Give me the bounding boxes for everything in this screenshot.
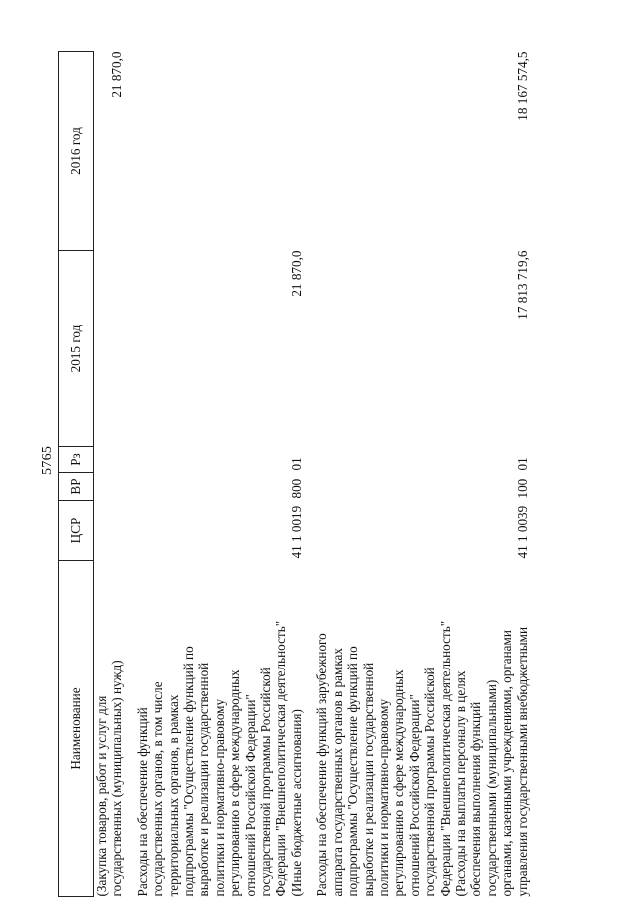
row-2015: 17 813 719,6 bbox=[514, 250, 530, 320]
name-line: Федерации "Внешнеполитическая деятельность" bbox=[273, 620, 289, 897]
name-line: Федерации "Внешнеполитическая деятельность" bbox=[437, 620, 453, 897]
name-line: отношений Российской Федерации" bbox=[242, 694, 258, 897]
name-line: отношений Российской Федерации" bbox=[406, 694, 422, 897]
name-line: (Расходы на выплаты персоналу в целях bbox=[452, 670, 468, 897]
name-line: государственной программы Российской bbox=[422, 667, 438, 897]
row-csr: 41 1 0019 bbox=[288, 505, 304, 559]
name-line: управления государственными внебюджетными bbox=[514, 626, 530, 897]
name-line: (Закупка товаров, работ и услуг для bbox=[94, 695, 109, 897]
name-line: (Иные бюджетные ассигнования) bbox=[288, 709, 304, 897]
name-line: подпрограммы "Осуществление функций по bbox=[345, 646, 361, 897]
row-name bbox=[94, 561, 129, 897]
header-name: Наименование bbox=[59, 561, 94, 897]
header-2016: 2016 год bbox=[59, 52, 94, 251]
header-csr: ЦСР bbox=[59, 501, 94, 561]
row-2015: 21 870,0 bbox=[288, 250, 304, 297]
row-name bbox=[129, 561, 308, 897]
row-2016: 21 870,0 bbox=[109, 51, 125, 98]
name-line: государственными (муниципальными) bbox=[483, 679, 499, 897]
name-line: территориальных органов, в рамках bbox=[165, 694, 181, 897]
table-body bbox=[94, 52, 534, 897]
name-line: Расходы на обеспечение функций bbox=[134, 707, 150, 897]
name-line: государственных (муниципальных) нужд) bbox=[109, 660, 125, 897]
name-line: государственных органов, в том числе bbox=[150, 681, 166, 897]
budget-table bbox=[58, 51, 534, 897]
row-rz bbox=[94, 447, 129, 473]
table-row bbox=[308, 52, 534, 897]
name-line: подпрограммы "Осуществление функций по bbox=[181, 646, 197, 897]
name-line: регулированию в сфере международных bbox=[391, 669, 407, 897]
name-line: аппарата государственных органов в рамках bbox=[329, 647, 345, 897]
name-line: регулированию в сфере международных bbox=[227, 669, 243, 897]
row-vr: 800 bbox=[288, 478, 304, 499]
header-2015: 2015 год bbox=[59, 251, 94, 447]
name-line: Расходы на обеспечение функций зарубежного bbox=[314, 633, 330, 897]
row-rz: 01 bbox=[514, 457, 530, 471]
row-rz: 01 bbox=[288, 457, 304, 471]
name-line: обеспечения выполнения функций bbox=[468, 701, 484, 897]
header-rz: Рз bbox=[59, 447, 94, 473]
name-line: выработке и реализации государственной bbox=[360, 662, 376, 897]
row-2016: 18 167 574,5 bbox=[514, 51, 530, 121]
row-csr bbox=[94, 501, 129, 561]
name-line: политики и нормативно-правовому bbox=[375, 698, 391, 897]
row-vr: 100 bbox=[514, 478, 530, 499]
name-line: органами, казенными учреждениями, органами bbox=[499, 630, 515, 897]
name-line: выработке и реализации государственной bbox=[196, 662, 212, 897]
row-vr bbox=[94, 473, 129, 501]
row-2015 bbox=[94, 251, 129, 447]
name-line: политики и нормативно-правовому bbox=[211, 698, 227, 897]
table-row bbox=[129, 52, 308, 897]
row-2016 bbox=[129, 52, 308, 251]
name-line: государственной программы Российской bbox=[258, 667, 274, 897]
row-csr: 41 1 0039 bbox=[514, 505, 530, 559]
table-header bbox=[59, 52, 94, 897]
table-row bbox=[94, 52, 129, 897]
page-number: 5765 bbox=[40, 445, 55, 475]
header-vr: ВР bbox=[59, 473, 94, 501]
row-name bbox=[308, 561, 534, 897]
